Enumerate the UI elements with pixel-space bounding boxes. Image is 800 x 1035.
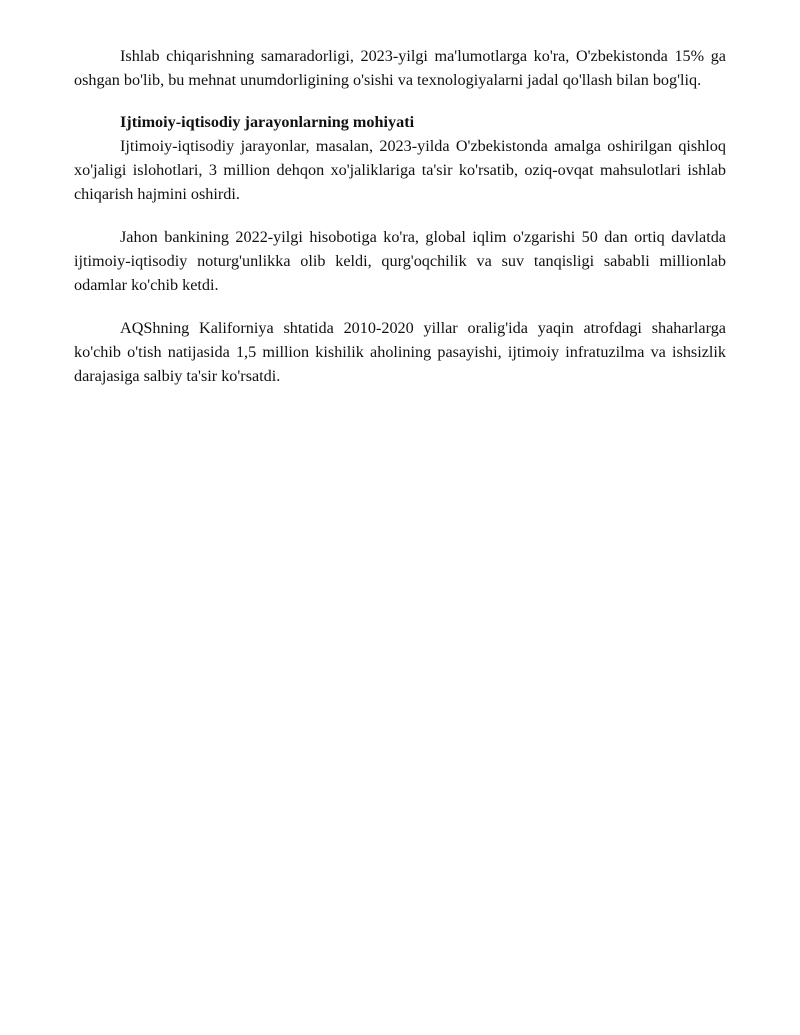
section-heading: Ijtimoiy-iqtisodiy jarayonlarning mohiyati bbox=[120, 113, 415, 131]
paragraph-california-migration: AQShning Kaliforniya shtatida 2010-2020 yillar oralig'ida yaqin atrofdagi shaharlarga ko'chib o'tish natijasida 1,5 million kishilik aholining pasayishi, ijtimoiy infratuzilma va ishsizlik darajasiga salbiy ta'sir ko'rsatdi. bbox=[74, 319, 726, 385]
document-body bbox=[74, 44, 726, 388]
paragraph-world-bank-report: Jahon bankining 2022-yilgi hisobotiga ko'ra, global iqlim o'zgarishi 50 dan ortiq davlatda ijtimoiy-iqtisodiy noturg'unlikka olib keldi, qurg'oqchilik va suv tanqisligi sababli millionlab odamlar ko'chib ketdi. bbox=[74, 228, 726, 294]
paragraph-agriculture-reforms: Ijtimoiy-iqtisodiy jarayonlar, masalan, 2023-yilda O'zbekistonda amalga oshirilgan qishloq xo'jaligi islohotlari, 3 million dehqon xo'jaliklariga ta'sir ko'rsatib, oziq-ovqat mahsulotlari ishlab chiqarish hajmini oshirdi. bbox=[74, 137, 726, 203]
paragraph-productivity: Ishlab chiqarishning samaradorligi, 2023-yilgi ma'lumotlarga ko'ra, O'zbekistonda 15% ga oshgan bo'lib, bu mehnat unumdorligining o'sishi va texnologiyalarni jadal qo'llash bilan bog'liq. bbox=[74, 47, 726, 89]
